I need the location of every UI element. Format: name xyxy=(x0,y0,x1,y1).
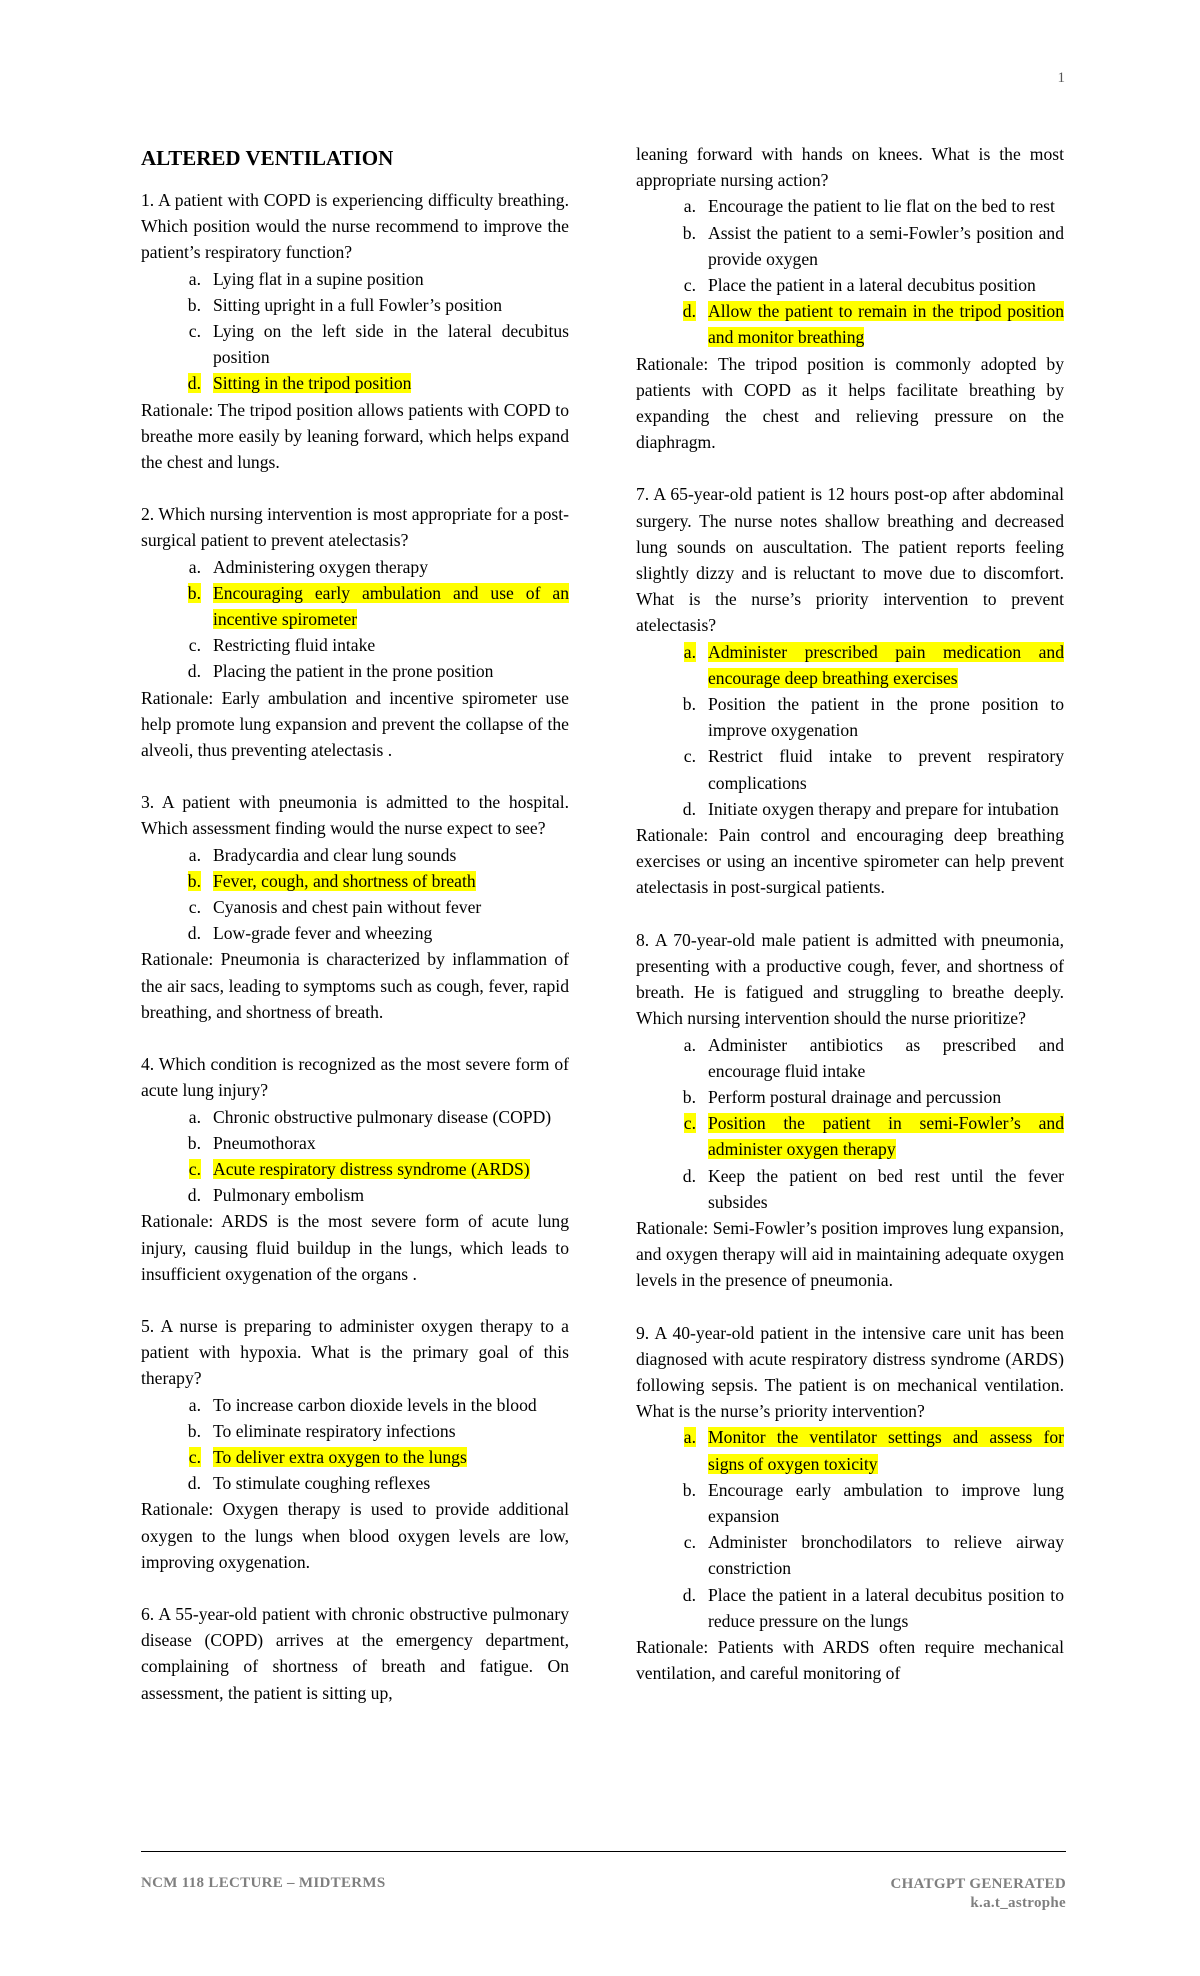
option-letter: d. xyxy=(187,661,201,682)
question-4 xyxy=(141,1051,569,1287)
correct-answer-highlight: Sitting in the tripod position xyxy=(213,373,412,394)
correct-answer-highlight: Administer prescribed pain medication and encourage deep breathing exercises xyxy=(708,641,1064,688)
correct-answer-highlight: Monitor the ventilator settings and assess for signs of oxygen toxicity xyxy=(708,1427,1064,1474)
option-a xyxy=(141,1392,569,1418)
question-6-continued xyxy=(636,141,1064,455)
question-stem: 2. Which nursing intervention is most appropriate for a post-surgical patient to prevent atelectasis? xyxy=(141,504,569,551)
option-a xyxy=(636,193,1064,219)
footer-credit-line1: CHATGPT GENERATED xyxy=(890,1876,1066,1892)
rationale: Rationale: Semi-Fowler’s position improves lung expansion, and oxygen therapy will aid in maintaining adequate oxygen levels in the presence of pneumonia. xyxy=(636,1217,1064,1291)
option-d xyxy=(141,920,569,946)
option-letter: b. xyxy=(187,1420,201,1441)
option-letter: d. xyxy=(682,798,696,819)
option-a xyxy=(636,1424,1064,1476)
option-c xyxy=(141,318,569,370)
option-d xyxy=(141,370,569,396)
option-letter: b. xyxy=(187,1132,201,1153)
option-c xyxy=(141,894,569,920)
option-a xyxy=(141,842,569,868)
correct-answer-highlight: Fever, cough, and shortness of breath xyxy=(213,870,476,891)
right-column xyxy=(636,141,1064,1712)
option-letter: b. xyxy=(187,582,201,603)
option-text: Bradycardia and clear lung sounds xyxy=(213,844,457,865)
correct-answer-highlight: Encouraging early ambulation and use of an incentive spirometer xyxy=(213,582,569,630)
correct-answer-highlight: To deliver extra oxygen to the lungs xyxy=(213,1446,467,1467)
option-text: To eliminate respiratory infections xyxy=(213,1420,456,1441)
question-5 xyxy=(141,1313,569,1575)
option-letter: c. xyxy=(683,1532,696,1553)
option-letter: d. xyxy=(682,1584,696,1605)
rationale: Rationale: The tripod position allows patients with COPD to breathe more easily by leaning forward, which helps expand the chest and lungs. xyxy=(141,399,569,473)
option-c xyxy=(636,1110,1064,1162)
option-letter: d. xyxy=(187,373,201,394)
question-stem: 8. A 70-year-old male patient is admitted with pneumonia, presenting with a productive cough, fever, and shortness of breath. He is fatigued and struggling to breathe deeply. Which nursing intervention should the nurse prioritize? xyxy=(636,929,1064,1029)
option-c xyxy=(636,272,1064,298)
option-b xyxy=(636,691,1064,743)
document-title: ALTERED VENTILATION xyxy=(141,146,394,170)
option-a xyxy=(636,1032,1064,1084)
option-text: Keep the patient on bed rest until the fever subsides xyxy=(708,1165,1064,1212)
option-text: Placing the patient in the prone position xyxy=(213,661,494,682)
correct-answer-highlight: Allow the patient to remain in the tripod position and monitor breathing xyxy=(708,301,1064,348)
question-6-start xyxy=(141,1601,569,1706)
question-8 xyxy=(636,927,1064,1294)
option-letter: a. xyxy=(683,1427,696,1448)
option-letter: c. xyxy=(683,746,696,767)
option-letter: b. xyxy=(187,294,201,315)
footer-course-label: NCM 118 LECTURE – MIDTERMS xyxy=(141,1875,386,1891)
option-d xyxy=(636,1163,1064,1215)
question-1 xyxy=(141,187,569,475)
option-letter: d. xyxy=(187,923,201,944)
option-text: Restricting fluid intake xyxy=(213,635,376,656)
option-text: Perform postural drainage and percussion xyxy=(708,1086,1002,1107)
option-letter: c. xyxy=(188,635,201,656)
option-a xyxy=(636,639,1064,691)
option-text: Pulmonary embolism xyxy=(213,1185,365,1206)
option-b xyxy=(636,220,1064,272)
rationale: Rationale: Pain control and encouraging deep breathing exercises or using an incentive spirometer can help prevent atelectasis in post-surgical patients. xyxy=(636,825,1064,898)
rationale: Rationale: Pneumonia is characterized by inflammation of the air sacs, leading to symptoms such as cough, fever, rapid breathing, and shortness of breath. xyxy=(141,949,569,1022)
option-letter: a. xyxy=(188,268,201,289)
question-3 xyxy=(141,789,569,1025)
page-number: 1 xyxy=(1057,70,1065,86)
question-7 xyxy=(636,481,1064,900)
option-letter: c. xyxy=(683,1113,696,1134)
option-b xyxy=(636,1084,1064,1110)
option-text: To increase carbon dioxide levels in the blood xyxy=(213,1394,537,1415)
footer-credit-line2: k.a.t_astrophe xyxy=(970,1895,1066,1911)
option-letter: a. xyxy=(683,1034,696,1055)
option-a xyxy=(141,266,569,292)
option-letter: c. xyxy=(188,1158,201,1179)
option-text: Encourage the patient to lie flat on the bed to rest xyxy=(708,196,1055,217)
option-b xyxy=(141,1130,569,1156)
option-letter: b. xyxy=(682,1086,696,1107)
rationale: Rationale: Oxygen therapy is used to provide additional oxygen to the lungs when blood oxygen levels are low, improving oxygenation. xyxy=(141,1499,569,1572)
option-letter: c. xyxy=(188,897,201,918)
option-c xyxy=(141,1156,569,1182)
question-stem: 7. A 65-year-old patient is 12 hours post-op after abdominal surgery. The nurse notes shallow breathing and decreased lung sounds on auscultation. The patient reports feeling slightly dizzy and is reluctant to move due to discomfort. What is the nurse’s priority intervention to prevent atelectasis? xyxy=(636,484,1064,636)
option-text: Pneumothorax xyxy=(213,1132,316,1153)
option-letter: d. xyxy=(187,1473,201,1494)
option-text: Assist the patient to a semi-Fowler’s position and provide oxygen xyxy=(708,222,1064,269)
option-text: Place the patient in a lateral decubitus position xyxy=(708,275,1036,296)
option-text: Administer antibiotics as prescribed and encourage fluid intake xyxy=(708,1034,1064,1081)
option-d xyxy=(636,298,1064,350)
option-text: Place the patient in a lateral decubitus position to reduce pressure on the lungs xyxy=(708,1584,1064,1631)
rationale: Rationale: ARDS is the most severe form of acute lung injury, causing fluid buildup in the lungs, which leads to insufficient oxygenation of the organs . xyxy=(141,1211,569,1284)
left-column xyxy=(141,141,569,1706)
option-d xyxy=(141,1470,569,1496)
option-letter: b. xyxy=(682,694,696,715)
option-letter: a. xyxy=(683,196,696,217)
question-2 xyxy=(141,501,569,763)
footer-divider xyxy=(141,1851,1066,1852)
option-text: Encourage early ambulation to improve lung expansion xyxy=(708,1479,1064,1526)
option-text: Lying flat in a supine position xyxy=(213,268,424,289)
option-letter: d. xyxy=(682,1165,696,1186)
option-letter: c. xyxy=(188,1446,201,1467)
option-text: Lying on the left side in the lateral decubitus position xyxy=(213,321,569,368)
option-letter: b. xyxy=(187,870,201,891)
question-stem: 5. A nurse is preparing to administer oxygen therapy to a patient with hypoxia. What is the primary goal of this therapy? xyxy=(141,1315,569,1389)
option-letter: b. xyxy=(682,1479,696,1500)
option-c xyxy=(636,1529,1064,1581)
option-letter: a. xyxy=(188,1394,201,1415)
option-text: Initiate oxygen therapy and prepare for intubation xyxy=(708,798,1059,819)
option-a xyxy=(141,554,569,580)
option-letter: b. xyxy=(682,222,696,243)
question-9 xyxy=(636,1320,1064,1687)
option-letter: c. xyxy=(683,275,696,296)
option-text: Cyanosis and chest pain without fever xyxy=(213,897,482,918)
option-text: Position the patient in the prone position to improve oxygenation xyxy=(708,694,1064,741)
question-stem: 3. A patient with pneumonia is admitted to the hospital. Which assessment finding would the nurse expect to see? xyxy=(141,792,569,839)
option-text: Administering oxygen therapy xyxy=(213,556,428,577)
option-b xyxy=(141,868,569,894)
footer-credit xyxy=(890,1875,1066,1913)
option-text: Restrict fluid intake to prevent respiratory complications xyxy=(708,746,1064,793)
rationale: Rationale: Patients with ARDS often require mechanical ventilation, and careful monitoring of xyxy=(636,1636,1064,1684)
question-stem: 9. A 40-year-old patient in the intensive care unit has been diagnosed with acute respiratory distress syndrome (ARDS) following sepsis. The patient is on mechanical ventilation. What is the nurse’s priority intervention? xyxy=(636,1322,1064,1422)
option-letter: a. xyxy=(188,556,201,577)
option-text: To stimulate coughing reflexes xyxy=(213,1473,431,1494)
option-b xyxy=(636,1477,1064,1529)
rationale: Rationale: Early ambulation and incentive spirometer use help promote lung expansion and prevent the collapse of the alveoli, thus preventing atelectasis . xyxy=(141,687,569,761)
question-stem: 4. Which condition is recognized as the most severe form of acute lung injury? xyxy=(141,1054,569,1101)
option-text: Low-grade fever and wheezing xyxy=(213,923,433,944)
option-c xyxy=(141,1444,569,1470)
option-letter: a. xyxy=(683,641,696,662)
option-letter: d. xyxy=(187,1185,201,1206)
option-letter: a. xyxy=(188,844,201,865)
correct-answer-highlight: Acute respiratory distress syndrome (ARDS) xyxy=(213,1158,530,1179)
option-text: Sitting upright in a full Fowler’s position xyxy=(213,294,502,315)
option-b xyxy=(141,580,569,632)
option-letter: c. xyxy=(188,321,201,342)
correct-answer-highlight: Position the patient in semi-Fowler’s and administer oxygen therapy xyxy=(708,1113,1064,1160)
option-d xyxy=(636,1582,1064,1634)
option-c xyxy=(636,743,1064,795)
question-stem: leaning forward with hands on knees. What is the most appropriate nursing action? xyxy=(636,144,1064,191)
question-stem: 6. A 55-year-old patient with chronic obstructive pulmonary disease (COPD) arrives at the emergency department, complaining of shortness of breath and fatigue. On assessment, the patient is sitting up, xyxy=(141,1603,569,1703)
option-letter: d. xyxy=(682,301,696,322)
rationale: Rationale: The tripod position is commonly adopted by patients with COPD as it helps facilitate breathing by expanding the chest and relieving pressure on the diaphragm. xyxy=(636,353,1064,453)
option-b xyxy=(141,1418,569,1444)
option-text: Chronic obstructive pulmonary disease (COPD) xyxy=(213,1106,552,1127)
option-d xyxy=(141,658,569,684)
option-d xyxy=(636,796,1064,822)
option-d xyxy=(141,1182,569,1208)
option-text: Administer bronchodilators to relieve airway constriction xyxy=(708,1532,1064,1579)
question-stem: 1. A patient with COPD is experiencing difficulty breathing. Which position would the nurse recommend to improve the patient’s respiratory function? xyxy=(141,190,569,263)
option-a xyxy=(141,1104,569,1130)
option-letter: a. xyxy=(188,1106,201,1127)
option-c xyxy=(141,632,569,658)
option-b xyxy=(141,292,569,318)
